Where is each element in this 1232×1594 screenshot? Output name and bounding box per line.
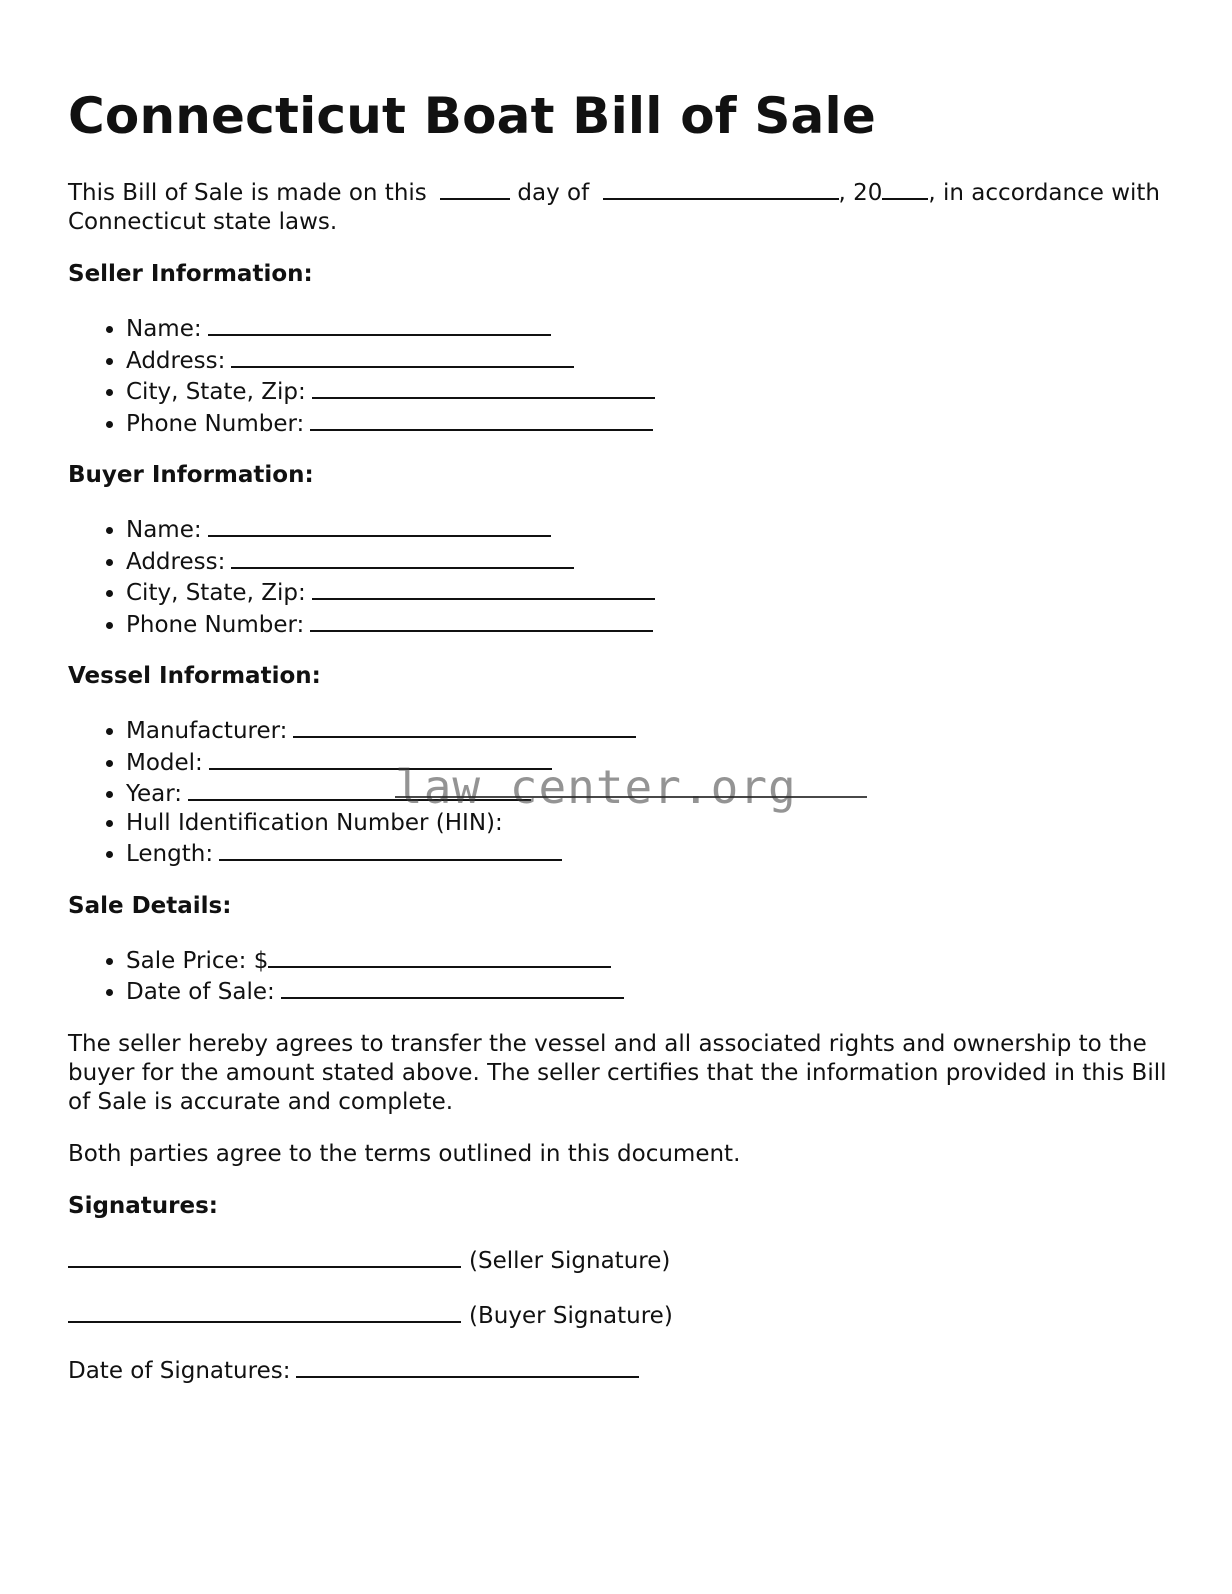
length-label: Length: (126, 841, 214, 867)
buyer-signature-line[interactable] (68, 1299, 461, 1323)
model-label: Model: (126, 749, 203, 776)
seller-address-blank[interactable] (231, 344, 574, 368)
signatures-heading: Signatures: (68, 1192, 219, 1219)
list-item (126, 513, 1168, 545)
seller-phone-blank[interactable] (310, 407, 653, 431)
manufacturer-label: Manufacturer: (126, 718, 288, 744)
hin-label: Hull Identification Number (HIN): (126, 809, 503, 836)
sale-price-blank[interactable] (268, 944, 611, 968)
buyer-heading: Buyer Information: (68, 462, 314, 488)
sale-date-blank[interactable] (281, 975, 624, 999)
seller-signature-label: (Seller Signature) (469, 1247, 671, 1274)
sale-date-label: Date of Sale: (126, 979, 275, 1005)
list-item (126, 407, 1168, 439)
buyer-name-blank[interactable] (208, 513, 551, 537)
seller-list (68, 312, 1168, 438)
sale-list (68, 944, 1168, 1007)
intro-paragraph (68, 176, 1168, 237)
buyer-address-label: Address: (126, 548, 226, 575)
list-item (126, 837, 1168, 869)
seller-name-blank[interactable] (208, 312, 551, 336)
seller-heading: Seller Information: (68, 261, 313, 287)
seller-address-label: Address: (126, 347, 226, 374)
month-blank[interactable] (603, 176, 839, 200)
seller-city-blank[interactable] (312, 375, 655, 399)
seller-city-label: City, State, Zip: (126, 379, 306, 405)
list-item (126, 375, 1168, 407)
year-blank[interactable] (882, 176, 928, 200)
seller-name-label: Name: (126, 316, 202, 342)
day-blank[interactable] (440, 176, 510, 200)
buyer-signature-label: (Buyer Signature) (469, 1302, 673, 1329)
intro-text-4: , in accordance with Connecticut state laws. (68, 180, 1160, 235)
hin-blank[interactable] (395, 796, 867, 798)
buyer-signature-row (68, 1299, 1168, 1331)
list-item (126, 714, 1168, 746)
buyer-phone-label: Phone Number: (126, 611, 305, 638)
list-item (126, 975, 1168, 1007)
list-item (126, 944, 1168, 976)
signature-date-label: Date of Signatures: (68, 1357, 291, 1384)
year-label: Year: (126, 781, 183, 807)
watermark-text: law center.org (395, 760, 797, 814)
signature-date-row (68, 1354, 1168, 1386)
vessel-heading: Vessel Information: (68, 663, 321, 689)
list-item (126, 576, 1168, 608)
buyer-name-label: Name: (126, 517, 202, 543)
sale-heading: Sale Details: (68, 892, 232, 919)
length-blank[interactable] (219, 837, 562, 861)
seller-signature-line[interactable] (68, 1244, 461, 1268)
buyer-list (68, 513, 1168, 639)
list-item (126, 545, 1168, 577)
intro-text-2: day of (517, 180, 590, 206)
buyer-city-blank[interactable] (312, 576, 655, 600)
list-item (126, 344, 1168, 376)
list-item (126, 312, 1168, 344)
list-item (126, 608, 1168, 640)
both-parties-paragraph: Both parties agree to the terms outlined in this document. (68, 1140, 741, 1167)
buyer-address-blank[interactable] (231, 545, 574, 569)
buyer-phone-blank[interactable] (310, 608, 653, 632)
sale-price-label: Sale Price: $ (126, 947, 269, 974)
agreement-paragraph: The seller hereby agrees to transfer the vessel and all associated rights and ownership to the buyer for the amount stated above. The seller certifies that the information provided in this Bill of Sale is accurate and complete. (68, 1030, 1167, 1115)
manufacturer-blank[interactable] (293, 714, 636, 738)
seller-signature-row (68, 1244, 1168, 1276)
document-page (68, 80, 1168, 1386)
intro-text-1: This Bill of Sale is made on this (68, 180, 427, 206)
intro-text-3: , 20 (838, 180, 883, 206)
signature-date-blank[interactable] (296, 1354, 639, 1378)
buyer-city-label: City, State, Zip: (126, 580, 306, 606)
page-title: Connecticut Boat Bill of Sale (68, 87, 876, 145)
seller-phone-label: Phone Number: (126, 410, 305, 437)
